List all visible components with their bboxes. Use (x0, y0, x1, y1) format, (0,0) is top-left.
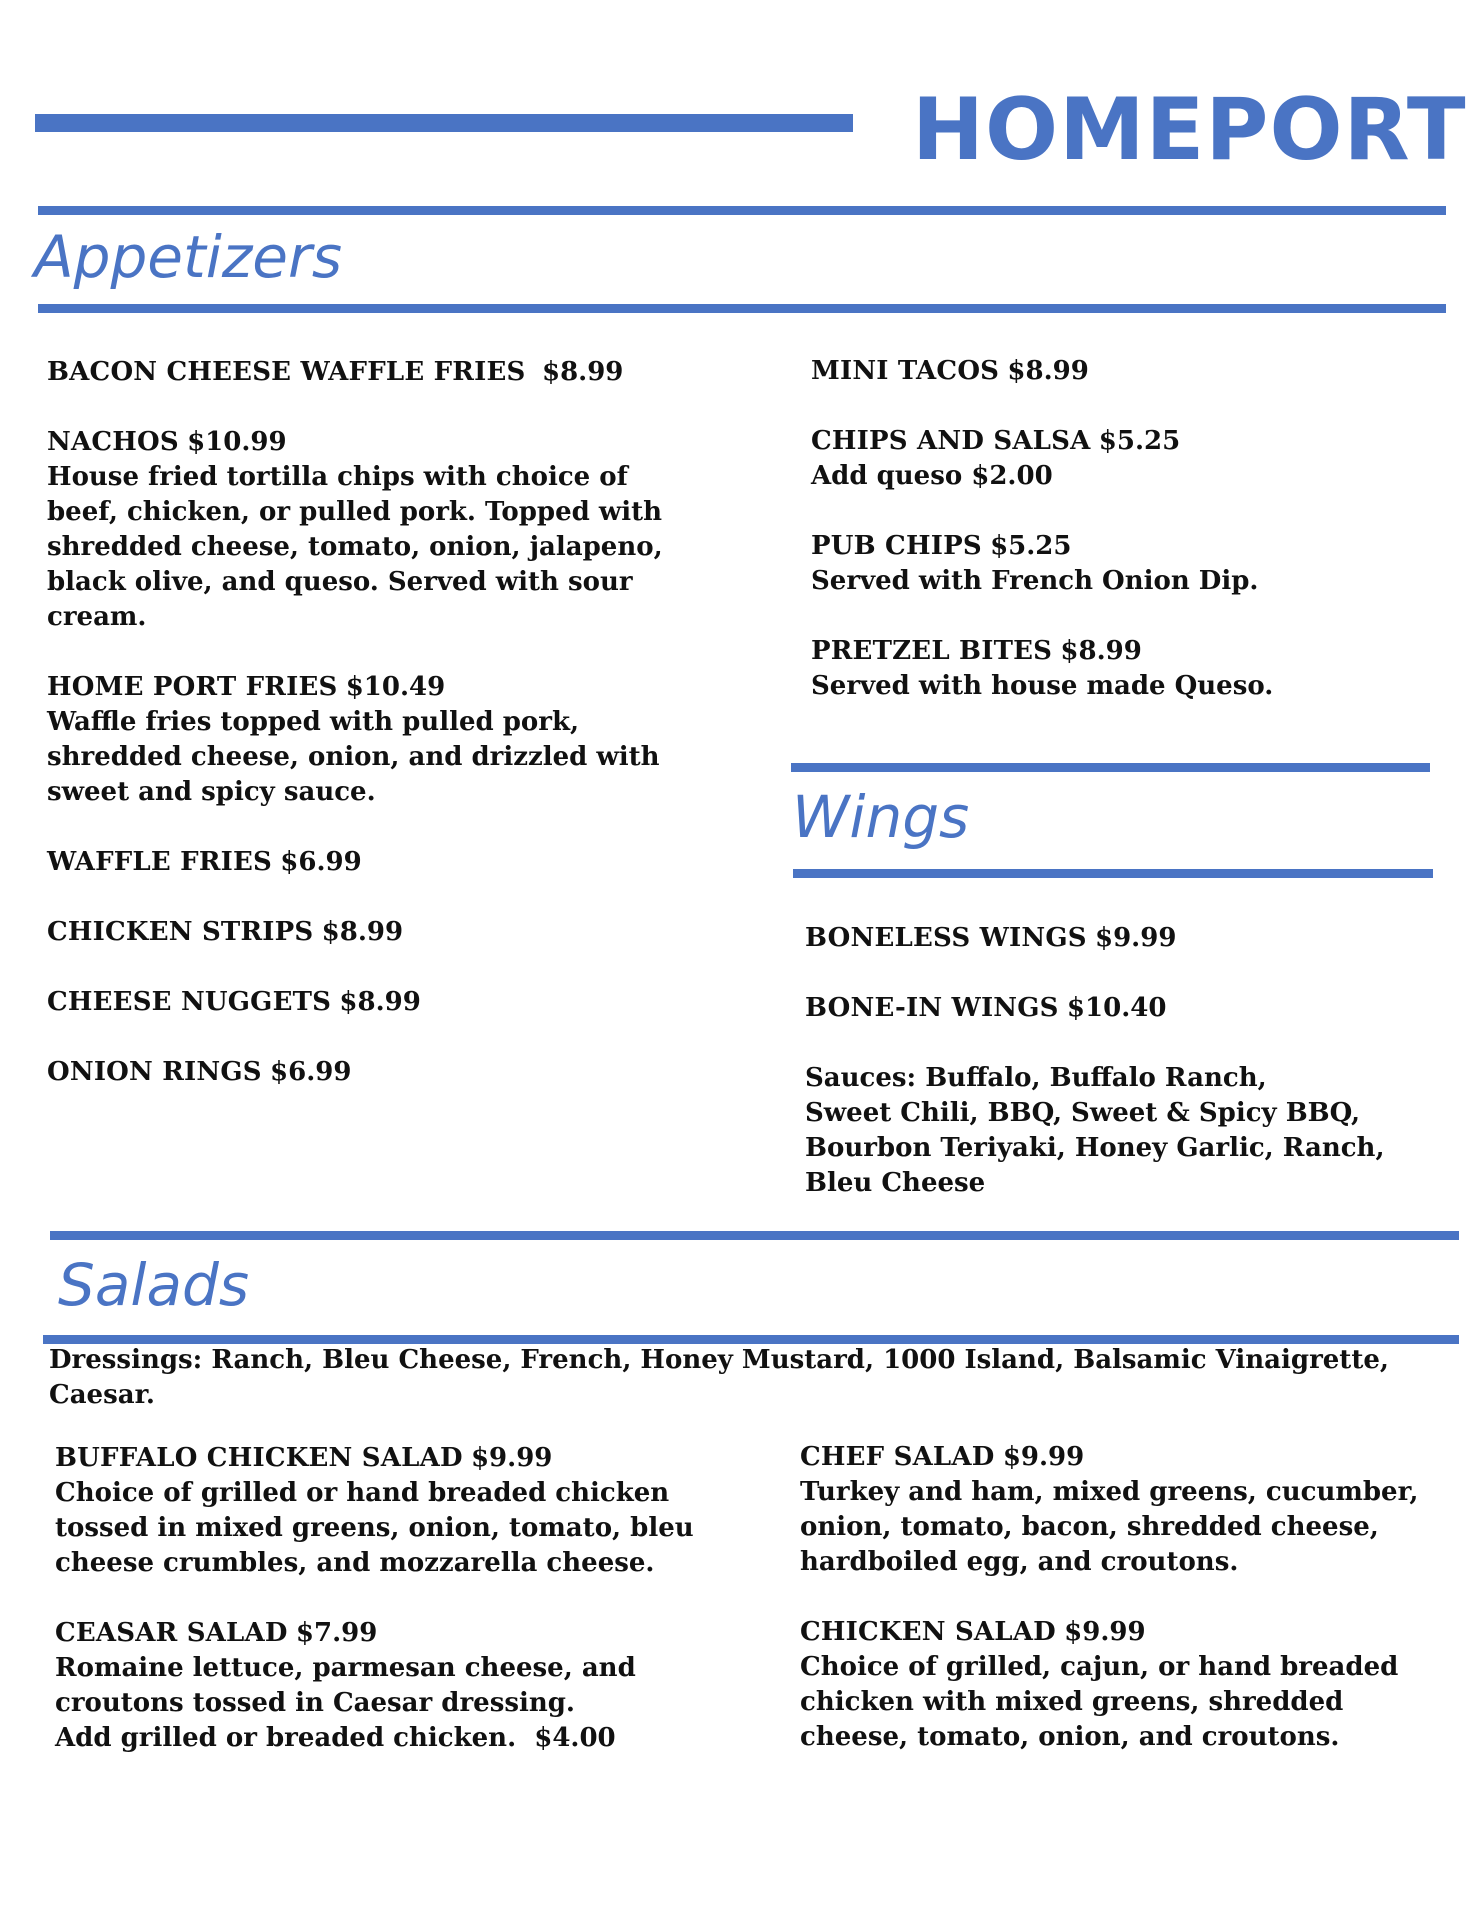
menu-item (800, 1440, 1460, 1580)
item-description: Served with French Onion Dip. (811, 566, 1259, 596)
brand-title: HOMEPORT (912, 80, 1467, 180)
menu-item (805, 921, 1445, 956)
wings-title: Wings (792, 783, 970, 851)
salads-rule-top (50, 1231, 1459, 1240)
dressings-list: Ranch, Bleu Cheese, French, Honey Mustard, 1000 Island, Balsamic Vinaigrette, Caesar. (49, 1345, 1389, 1410)
dressings-line (49, 1343, 1449, 1413)
appetizers-right-column (811, 354, 1431, 739)
menu-item (47, 915, 667, 950)
item-price: $8.99 (541, 357, 624, 387)
item-name: CEASAR SALAD (55, 1618, 288, 1648)
appetizers-rule-bottom (38, 304, 1446, 313)
menu-item (811, 354, 1431, 389)
menu-item (47, 355, 667, 390)
appetizers-rule-top (38, 206, 1446, 215)
item-price: $6.99 (280, 847, 362, 877)
item-price: $10.49 (345, 672, 446, 702)
item-name: CHICKEN SALAD (800, 1617, 1056, 1647)
salads-left-column (55, 1441, 695, 1791)
item-description: Turkey and ham, mixed greens, cucumber, onion, tomato, bacon, shredded cheese, hardboiled egg, and croutons. (800, 1477, 1419, 1577)
item-price: $9.99 (1064, 1617, 1146, 1647)
item-name: CHICKEN STRIPS (47, 917, 314, 947)
item-price: $8.99 (321, 917, 404, 947)
menu-item (55, 1441, 695, 1581)
menu-item (47, 425, 667, 635)
item-price: $8.99 (1060, 636, 1142, 666)
item-name: CHIPS AND SALSA (811, 426, 1091, 456)
sauces-label: Sauces: (805, 1063, 917, 1093)
salads-title: Salads (58, 1251, 250, 1319)
item-name: BACON CHEESE WAFFLE FRIES (47, 357, 526, 387)
wings-column (805, 921, 1445, 1236)
item-description: Choice of grilled or hand breaded chicken tossed in mixed greens, onion, tomato, bleu cheese crumbles, and mozzarella cheese. (55, 1478, 694, 1578)
item-description: Served with house made Queso. (811, 671, 1274, 701)
item-price: $7.99 (295, 1618, 378, 1648)
item-description: Romaine lettuce, parmesan cheese, and croutons tossed in Caesar dressing. (55, 1653, 636, 1718)
wings-rule-top (791, 763, 1430, 772)
item-name: CHEF SALAD (800, 1442, 995, 1472)
item-price: $10.40 (1066, 993, 1167, 1023)
menu-item (47, 985, 667, 1020)
item-name: NACHOS (47, 427, 179, 457)
sauces-list (805, 1061, 1445, 1201)
item-description: Add queso $2.00 (811, 461, 1053, 491)
menu-item (811, 529, 1431, 599)
menu-item (811, 424, 1431, 494)
item-description: House fried tortilla chips with choice of beef, chicken, or pulled pork. Topped with shredded cheese, tomato, onion, jalapeno, black olive, and queso. Served with sour cream. (47, 462, 663, 632)
menu-item (805, 991, 1445, 1026)
item-name: HOME PORT FRIES (47, 672, 338, 702)
item-name: ONION RINGS (47, 1057, 262, 1087)
item-price: $5.25 (990, 531, 1072, 561)
item-name: CHEESE NUGGETS (47, 987, 332, 1017)
menu-item (811, 634, 1431, 704)
item-description: Waffle fries topped with pulled pork, shredded cheese, onion, and drizzled with sweet and spicy sauce. (47, 707, 660, 807)
item-price: $9.99 (1002, 1442, 1085, 1472)
item-price: $8.99 (339, 987, 421, 1017)
salads-right-column (800, 1440, 1460, 1790)
sauces-line: Bleu Cheese (805, 1168, 986, 1198)
dressings-label: Dressings: (49, 1345, 203, 1375)
menu-item (47, 845, 667, 880)
item-name: MINI TACOS (811, 356, 1000, 386)
menu-item (47, 670, 667, 810)
item-name: BUFFALO CHICKEN SALAD (55, 1443, 463, 1473)
item-price: $9.99 (1095, 923, 1177, 953)
menu-item (55, 1616, 695, 1756)
item-name: BONELESS WINGS (805, 923, 1087, 953)
menu-item (800, 1615, 1460, 1755)
appetizers-title: Appetizers (34, 223, 343, 291)
wings-rule-bottom (793, 869, 1433, 878)
item-name: BONE-IN WINGS (805, 993, 1059, 1023)
header-rule-left (35, 114, 853, 132)
item-price: $8.99 (1007, 356, 1089, 386)
item-name: WAFFLE FRIES (47, 847, 272, 877)
menu-item (47, 1055, 667, 1090)
sauces-line: Bourbon Teriyaki, Honey Garlic, Ranch, (805, 1133, 1385, 1163)
item-price: $5.25 (1098, 426, 1181, 456)
item-name: PRETZEL BITES (811, 636, 1053, 666)
appetizers-left-column (47, 355, 667, 1125)
item-price: $9.99 (470, 1443, 553, 1473)
sauces-line: Buffalo, Buffalo Ranch, (925, 1063, 1267, 1093)
item-addon: Add grilled or breaded chicken. $4.00 (55, 1723, 616, 1753)
item-name: PUB CHIPS (811, 531, 982, 561)
item-description: Choice of grilled, cajun, or hand breaded chicken with mixed greens, shredded cheese, tomato, onion, and croutons. (800, 1652, 1399, 1752)
item-price: $10.99 (187, 427, 287, 457)
item-price: $6.99 (270, 1057, 352, 1087)
sauces-line: Sweet Chili, BBQ, Sweet & Spicy BBQ, (805, 1098, 1361, 1128)
